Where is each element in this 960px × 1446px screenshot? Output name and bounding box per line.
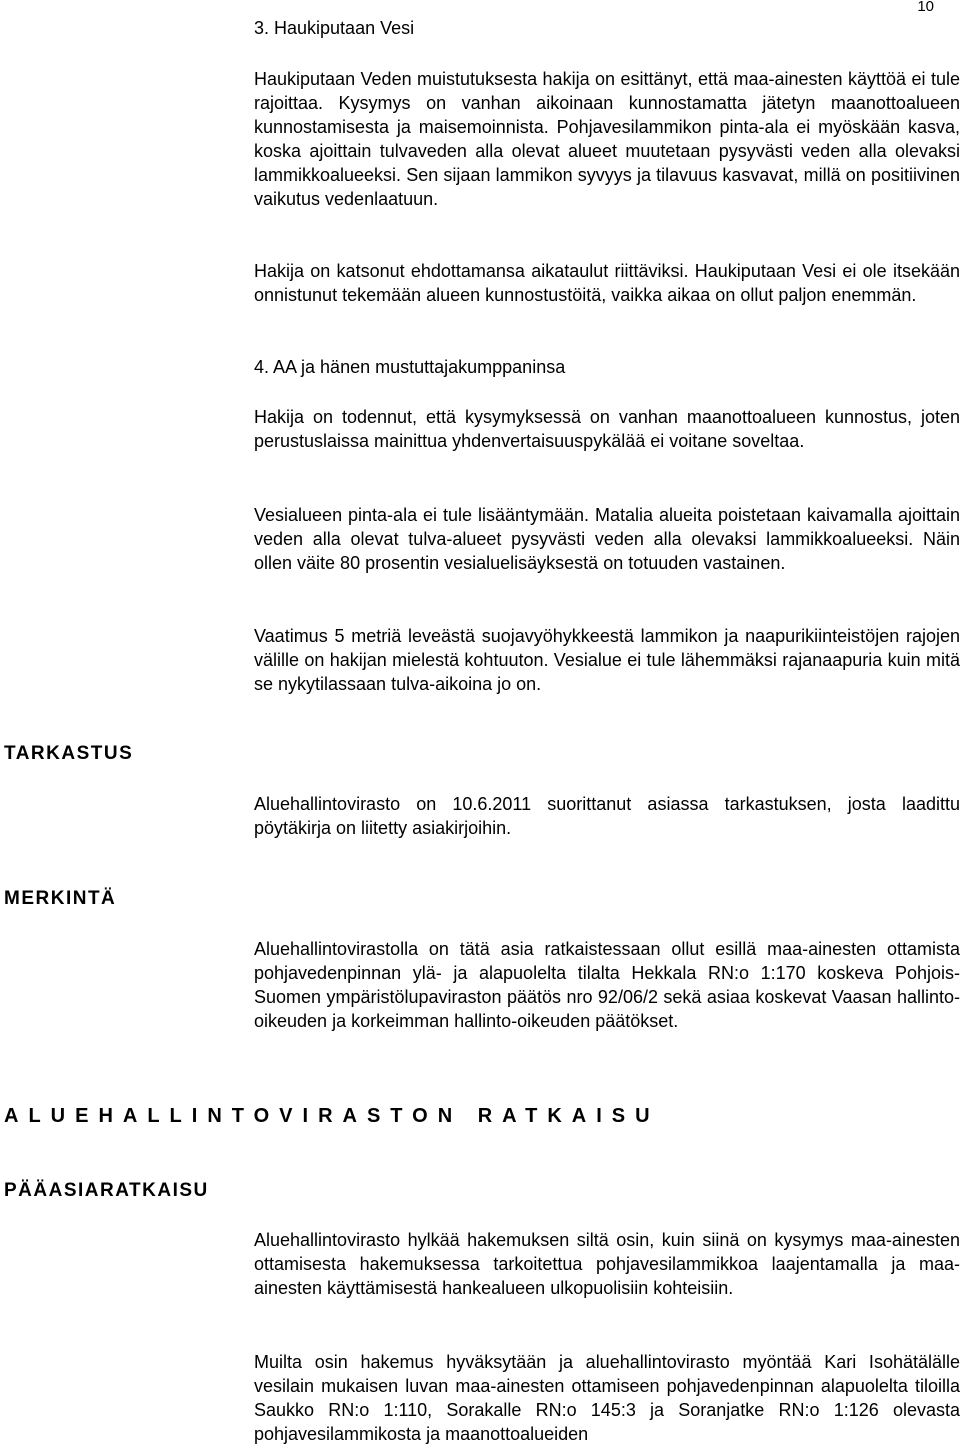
page-number: 10	[917, 0, 934, 15]
tarkastus-text: Aluehallintovirasto on 10.6.2011 suorittanut asiassa tarkastuksen, josta laadittu pöytäkirja on liitetty asiakirjoihin.	[254, 794, 960, 838]
tarkastus-heading: TARKASTUS	[4, 743, 134, 764]
paaasiaratkaisu-paragraph-1: Aluehallintovirasto hylkää hakemuksen siltä osin, kuin siinä on kysymys maa-ainesten ottamisesta hakemuksessa tarkoitettua pohjavesilammikkoa laajentamalla ja maa-ainesten käyttämisestä hankealueen ulkopuolisiin kohteisiin.	[254, 1230, 960, 1298]
paaasiaratkaisu-paragraph-2: Muilta osin hakemus hyväksytään ja aluehallintovirasto myöntää Kari Isohätälälle vesilain mukaisen luvan maa-ainesten ottamiseen pohjavedenpinnan alapuolelta tiloilla Saukko RN:o 1:110, Sorakalle RN:o 145:3 ja Soranjatke RN:o 1:126 olevasta pohjavesilammikosta ja maanottoalueiden	[254, 1352, 960, 1444]
section-4-paragraph-1: Hakija on todennut, että kysymyksessä on vanhan maanottoalueen kunnostus, joten perustuslaissa mainittua yhdenvertaisuuspykälää ei voitane soveltaa.	[254, 407, 960, 451]
section-3-paragraph-2: Hakija on katsonut ehdottamansa aikataulut riittäviksi. Haukiputaan Vesi ei ole itsekään onnistunut tekemään alueen kunnostustöitä, vaikka aikaa on ollut paljon enemmän.	[254, 261, 960, 305]
section-4-paragraph-3: Vaatimus 5 metriä leveästä suojavyöhykkeestä lammikon ja naapurikiinteistöjen rajojen välille on hakijan mielestä kohtuuton. Vesialue ei tule lähemmäksi rajanaapuria kuin mitä se nykytilassaan tulva-aikoina jo on.	[254, 626, 960, 694]
section-4-paragraph-2: Vesialueen pinta-ala ei tule lisääntymään. Matalia alueita poistetaan kaivamalla ajoittain veden alla olevat tulva-alueet pysyvästi veden alla olevaksi lammikkoalueeksi. Näin ollen väite 80 prosentin vesialuelisäyksestä on totuuden vastainen.	[254, 505, 960, 573]
merkinta-heading: MERKINTÄ	[4, 888, 117, 909]
ratkaisu-main-heading: ALUEHALLINTOVIRASTON RATKAISU	[4, 1105, 660, 1127]
section-3-heading: 3. Haukiputaan Vesi	[254, 18, 415, 38]
paaasiaratkaisu-heading: PÄÄASIARATKAISU	[4, 1180, 209, 1201]
merkinta-text: Aluehallintovirastolla on tätä asia ratkaistessaan ollut esillä maa-ainesten ottamista pohjavedenpinnan ylä- ja alapuolelta tilalta Hekkala RN:o 1:170 koskeva Pohjois-Suomen ympäristölupaviraston päätös nro 92/06/2 sekä asiaa koskevat Vaasan hallinto-oikeuden ja korkeimman hallinto-oikeuden päätökset.	[254, 939, 960, 1031]
section-4-heading: 4. AA ja hänen mustuttajakumppaninsa	[254, 357, 566, 377]
section-3-paragraph-1: Haukiputaan Veden muistutuksesta hakija on esittänyt, että maa-ainesten käyttöä ei tule rajoittaa. Kysymys on vanhan aikoinaan kunnostamatta jätetyn maanottoalueen kunnostamisesta ja maisemoinnista. Pohjavesilammikon pinta-ala ei myöskään kasva, koska ajoittain tulvaveden alla olevat alueet muutetaan pysyvästi veden alla olevaksi lammikkoalueeksi. Sen sijaan lammikon syvyys ja tilavuus kasvavat, millä on positiivinen vaikutus vedenlaatuun.	[254, 69, 960, 209]
